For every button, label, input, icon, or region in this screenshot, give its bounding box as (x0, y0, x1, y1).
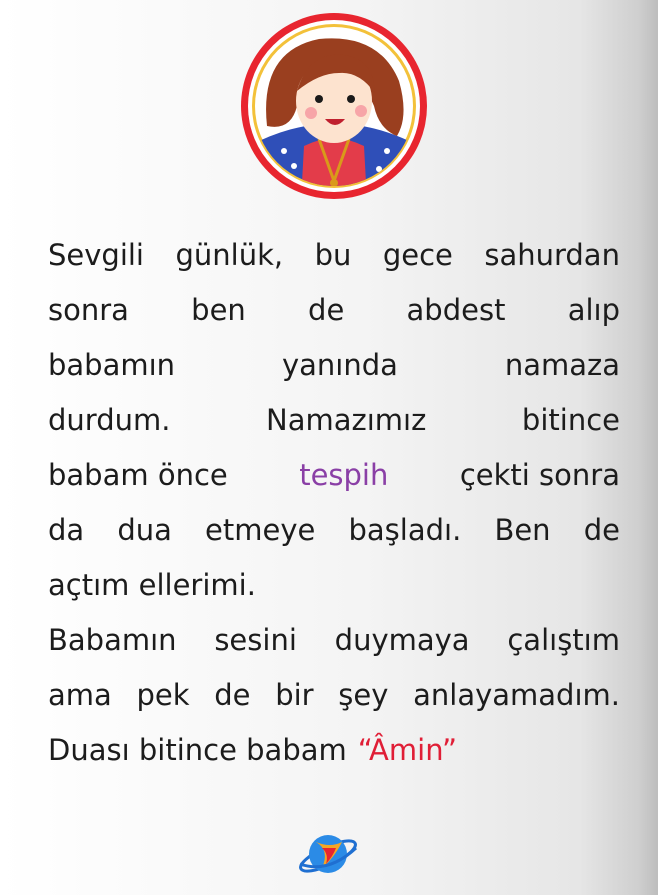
word: şey (338, 678, 389, 712)
word: babamın (48, 348, 176, 382)
word: Babamın (48, 623, 177, 657)
word: başladı. (348, 513, 462, 547)
planet-logo-icon (296, 828, 360, 880)
word: de (308, 293, 345, 327)
word: gece (382, 238, 453, 272)
word: çalıştım (507, 623, 620, 657)
text-segment: açtım ellerimi. (48, 568, 256, 602)
word: bitince (521, 403, 620, 437)
word: namaza (504, 348, 620, 382)
word: etmeye (205, 513, 316, 547)
word: de (214, 678, 251, 712)
word: Sevgili (48, 238, 144, 272)
girl-portrait-icon (239, 11, 429, 201)
text-line (48, 393, 620, 448)
word: pek (136, 678, 190, 712)
word: sesini (214, 623, 297, 657)
text-segment: çekti sonra (459, 458, 620, 492)
word: bu (314, 238, 352, 272)
tespih-highlight: tespih (299, 458, 389, 492)
text-line (48, 283, 620, 338)
word: dua (117, 513, 172, 547)
word: bir (275, 678, 314, 712)
word: da (48, 513, 85, 547)
text-line (48, 613, 620, 668)
text-line (48, 558, 620, 613)
girl-avatar (239, 11, 429, 201)
text-line (48, 503, 620, 558)
word: duymaya (334, 623, 470, 657)
word: alıp (567, 293, 620, 327)
word: anlayamadım. (413, 678, 620, 712)
word: Namazımız (266, 403, 427, 437)
text-line (48, 338, 620, 393)
word: Ben (494, 513, 551, 547)
word: durdum. (48, 403, 171, 437)
word: sonra (48, 293, 129, 327)
word: sahurdan (484, 238, 620, 272)
text-segment: babam önce (48, 458, 228, 492)
text-line (48, 668, 620, 723)
word: ama (48, 678, 112, 712)
text-line (48, 448, 620, 503)
text-line (48, 723, 620, 778)
text-line (48, 228, 620, 283)
text-segment: Duası bitince babam (48, 733, 347, 767)
word: yanında (281, 348, 398, 382)
word: ben (191, 293, 246, 327)
word: abdest (406, 293, 506, 327)
word: de (583, 513, 620, 547)
amin-highlight: “Âmin” (357, 733, 458, 767)
diary-text (48, 228, 620, 778)
word: günlük, (175, 238, 284, 272)
publisher-logo (296, 828, 360, 880)
